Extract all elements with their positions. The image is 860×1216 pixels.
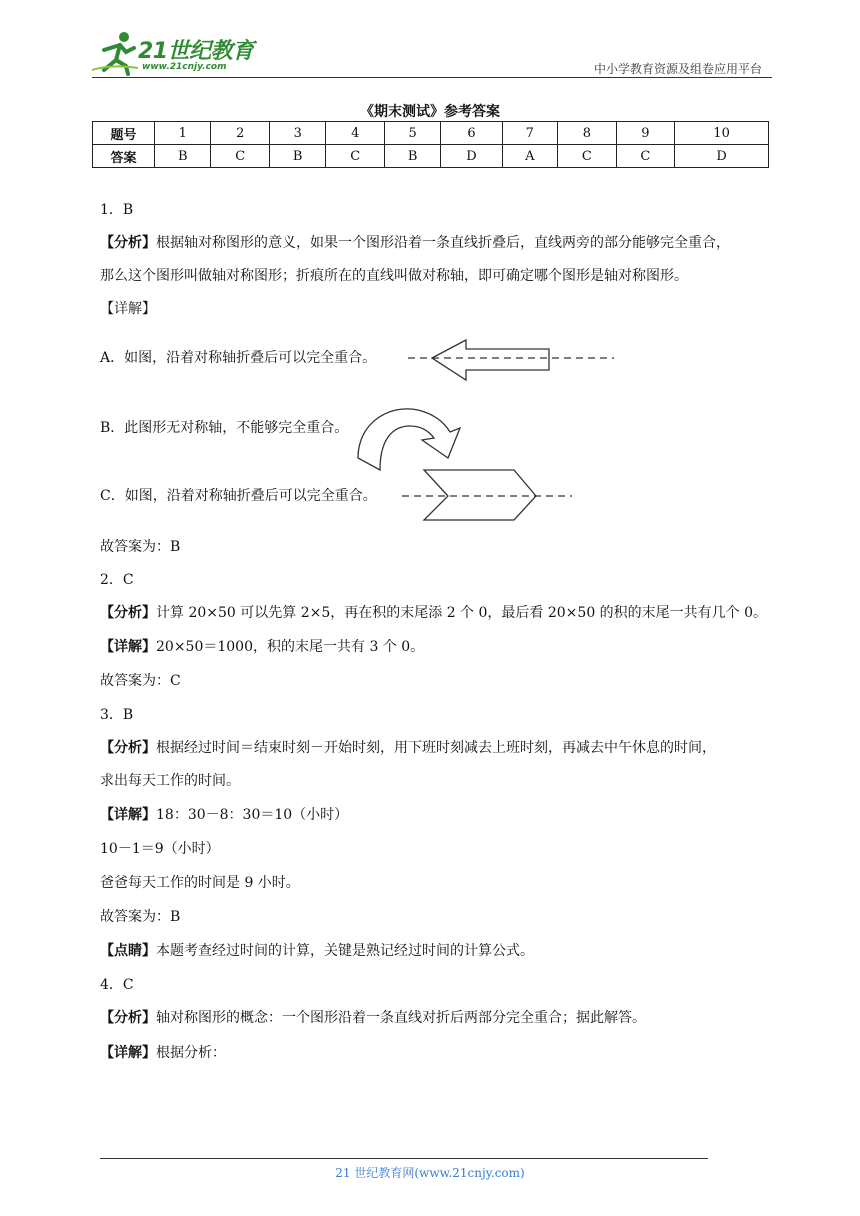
q4-detail xyxy=(100,1043,226,1063)
page-header xyxy=(92,30,772,80)
q4-analysis-text: 轴对称图形的概念：一个图形沿着一条直线对折后两部分完全重合；据此解答。 xyxy=(156,1010,646,1026)
chevron-arrow-figure-c xyxy=(402,468,572,524)
q4-heading: 4．C xyxy=(100,977,134,993)
page-footer: 21 世纪教育网(www.21cnjy.com) xyxy=(335,1166,525,1180)
q2-detail xyxy=(100,637,424,657)
q2-answer: 故答案为：C xyxy=(100,673,181,689)
analysis-label: 【分析】 xyxy=(100,740,156,756)
q1-option-b: B．此图形无对称轴，不能够完全重合。 xyxy=(100,420,349,436)
arrow-figure-a xyxy=(408,338,614,386)
q4-analysis xyxy=(100,1008,646,1028)
q3-answer: 故答案为：B xyxy=(100,909,181,925)
q1-detail-label: 【详解】 xyxy=(100,301,156,317)
q1-analysis-line2: 那么这个图形叫做轴对称图形；折痕所在的直线叫做对称轴，即可确定哪个图形是轴对称图形。 xyxy=(100,268,688,284)
analysis-label: 【分析】 xyxy=(100,1010,156,1026)
table-cell: C xyxy=(558,145,617,168)
q3-detail-line3: 爸爸每天工作的时间是 9 小时。 xyxy=(100,875,300,891)
q2-analysis-text: 计算 20×50 可以先算 2×5，再在积的末尾添 2 个 0，最后看 20×50 的积的末尾一共有几个 0。 xyxy=(156,605,768,621)
table-cell: C xyxy=(616,145,675,168)
table-cell: B xyxy=(269,145,325,168)
table-cell: 7 xyxy=(502,122,558,145)
logo-url: www.21cnjy.com xyxy=(142,62,227,72)
q1-analysis-line1 xyxy=(100,233,730,253)
answer-table xyxy=(92,121,769,168)
q3-detail-line1 xyxy=(100,805,348,825)
q1-answer: 故答案为：B xyxy=(100,539,181,555)
table-cell: 4 xyxy=(326,122,385,145)
q3-detail-line2: 10－1＝9（小时） xyxy=(100,841,220,857)
detail-label: 【详解】 xyxy=(100,1045,156,1061)
logo-text: 21世纪教育 xyxy=(138,39,254,64)
analysis-label: 【分析】 xyxy=(100,235,156,251)
detail-label: 【详解】 xyxy=(100,639,156,655)
table-cell: A xyxy=(502,145,558,168)
q2-analysis xyxy=(100,603,767,623)
table-cell: 5 xyxy=(384,122,440,145)
row-label-answer: 答案 xyxy=(93,145,155,168)
table-cell: 3 xyxy=(269,122,325,145)
table-cell: 8 xyxy=(558,122,617,145)
q2-detail-text: 20×50＝1000，积的末尾一共有 3 个 0。 xyxy=(156,639,425,655)
q1-option-a: A．如图，沿着对称轴折叠后可以完全重合。 xyxy=(100,350,377,366)
q3-analysis-line1 xyxy=(100,738,716,758)
table-cell: 6 xyxy=(441,122,502,145)
q3-analysis-text: 根据经过时间＝结束时刻－开始时刻，用下班时刻减去上班时刻，再减去中午休息的时间， xyxy=(156,740,716,756)
q3-heading: 3．B xyxy=(100,707,134,723)
table-cell: C xyxy=(326,145,385,168)
q1-heading: 1．B xyxy=(100,202,134,218)
document-title: 《期末测试》参考答案 xyxy=(360,104,500,120)
q3-comment xyxy=(100,941,534,961)
table-row-answers xyxy=(93,145,769,168)
table-cell: D xyxy=(441,145,502,168)
q3-analysis-line2: 求出每天工作的时间。 xyxy=(100,773,240,789)
q3-comment-text: 本题考查经过时间的计算，关键是熟记经过时间的计算公式。 xyxy=(156,943,534,959)
table-cell: 10 xyxy=(675,122,769,145)
platform-name: 中小学教育资源及组卷应用平台 xyxy=(593,62,762,76)
q3-detail-text: 18：30－8：30＝10（小时） xyxy=(156,807,349,823)
q1-analysis-text: 根据轴对称图形的意义，如果一个图形沿着一条直线折叠后，直线两旁的部分能够完全重合， xyxy=(156,235,730,251)
detail-label: 【详解】 xyxy=(100,807,156,823)
table-cell: D xyxy=(675,145,769,168)
header-divider xyxy=(92,77,772,78)
q4-detail-text: 根据分析： xyxy=(156,1045,226,1061)
table-cell: 1 xyxy=(155,122,211,145)
table-cell: C xyxy=(211,145,270,168)
footer-divider xyxy=(100,1158,708,1159)
table-cell: 9 xyxy=(616,122,675,145)
analysis-label: 【分析】 xyxy=(100,605,156,621)
table-row-numbers xyxy=(93,122,769,145)
q1-option-c: C．如图，沿着对称轴折叠后可以完全重合。 xyxy=(100,488,377,504)
q2-heading: 2．C xyxy=(100,572,134,588)
row-label-number: 题号 xyxy=(93,122,155,145)
comment-label: 【点睛】 xyxy=(100,943,156,959)
runner-icon xyxy=(92,30,140,76)
site-logo xyxy=(92,30,262,78)
table-cell: B xyxy=(384,145,440,168)
table-cell: B xyxy=(155,145,211,168)
table-cell: 2 xyxy=(211,122,270,145)
